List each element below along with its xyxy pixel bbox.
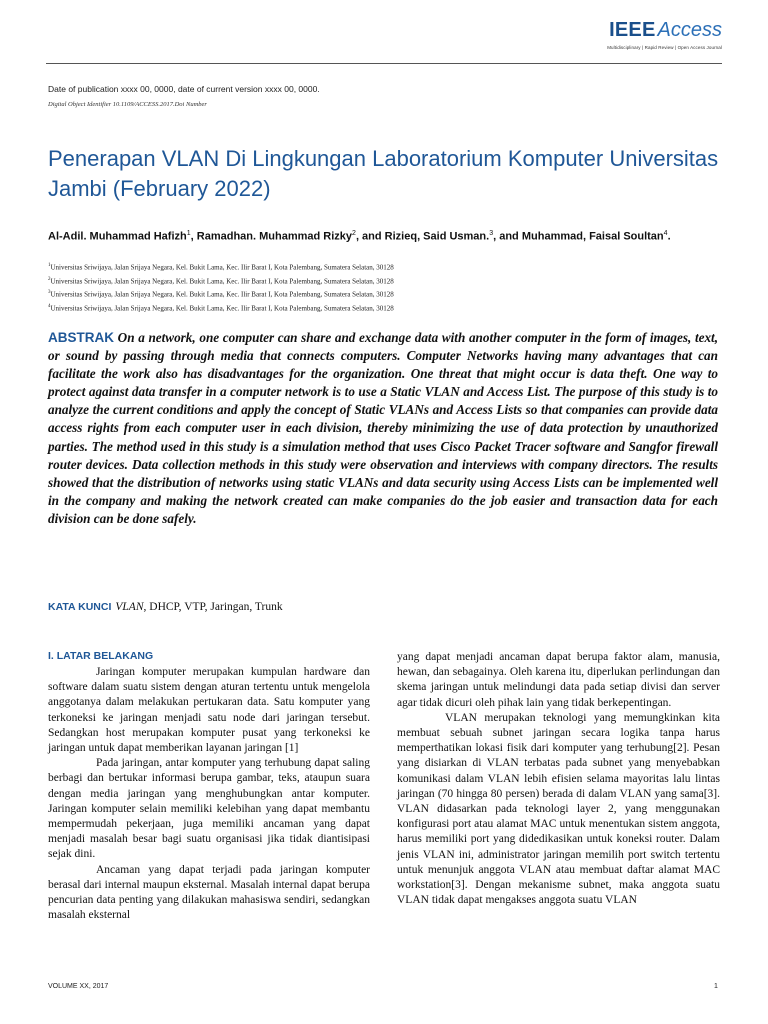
affiliation-mark: 2 xyxy=(48,276,51,282)
author-name: Rizieq, Said Usman. xyxy=(384,230,490,243)
footer-page-number: 1 xyxy=(714,983,718,990)
author-affil-mark: 3 xyxy=(489,230,494,237)
author-separator: , and xyxy=(493,230,522,243)
author-name: Al-Adil. Muhammad Hafizh xyxy=(48,230,187,243)
logo-product: Access xyxy=(657,19,722,41)
affiliation-text: Universitas Sriwijaya, Jalan Srijaya Negara, Kel. Bukit Lama, Kec. Ilir Barat I, Kota Palembang, Sumatera Selatan, 30128 xyxy=(50,263,394,272)
keywords-label: KATA KUNCI xyxy=(48,601,112,613)
logo-tagline: Multidisciplinary | Rapid Review | Open Access Journal xyxy=(607,45,722,50)
abstract-block xyxy=(48,329,718,528)
author-separator: , and xyxy=(355,230,385,243)
keywords-line xyxy=(48,601,283,613)
body-column-right xyxy=(397,650,720,908)
body-paragraph: VLAN merupakan teknologi yang memungkinkan kita membuat sebuah subnet jaringan secara logika tanpa harus memperthatikan lokasi fisik dari komputer yang terhubung[2]. Pesan yang disiarkan di VLAN terbatas pada subnet yang menyebabkan komunikasi dalam VLAN lebih efisien selama mayoritas lalu lintas jaringan (70 hingga 80 persen) berada di dalam VLAN yang sama[3]. VLAN didasarkan pada teknologi layer 2, yang menggunakan konfigurasi port atau alamat MAC untuk menentukan sistem anggota, harus memiliki port yang didedikasikan untuk koneksi router. Dalam jenis VLAN ini, administrator jaringan memilih port switch tertentu untuk menunjuk anggota VLAN atau membuat daftar alamat MAC workstation[3]. Dengan mekanisme subnet, maka anggota suatu VLAN tidak dapat mengakses anggota suatu VLAN xyxy=(397,711,720,907)
body-column-left xyxy=(48,665,370,923)
affiliation-line xyxy=(48,274,728,288)
logo-brand: IEEE xyxy=(609,19,656,41)
publication-info: Date of publication xxxx 00, 0000, date of current version xxxx 00, 0000. xyxy=(48,84,320,94)
keyword-first: VLAN xyxy=(115,601,144,613)
author-affil-mark: 2 xyxy=(352,230,356,237)
affiliation-text: Universitas Sriwijaya, Jalan Srijaya Negara, Kel. Bukit Lama, Kec. Ilir Barat I, Kota Palembang, Sumatera Selatan, 30128 xyxy=(50,276,394,285)
body-paragraph: Ancaman yang dapat terjadi pada jaringan komputer berasal dari internal maupun eksternal. Masalah internal dapat berupa pencurian data penting yang dilakukan mahasiswa sendiri, sedangkan masalah eksternal xyxy=(48,863,370,922)
doi-line: Digital Object Identifier 10.1109/ACCESS.2017.Doi Number xyxy=(48,101,207,108)
logo-wordmark xyxy=(594,19,722,41)
affiliation-mark: 1 xyxy=(48,263,51,268)
author-separator: , xyxy=(190,230,197,243)
journal-logo xyxy=(594,19,722,50)
affiliation-line xyxy=(48,260,728,274)
affiliation-line xyxy=(48,301,728,315)
author-name: Ramadhan. Muhammad Rizky xyxy=(196,230,353,243)
keywords-rest: , DHCP, VTP, Jaringan, Trunk xyxy=(143,601,283,613)
author-list xyxy=(48,226,728,245)
header-divider xyxy=(46,63,722,64)
abstract-text: On a network, one computer can share and exchange data with another computer in the form of images, text, or sound by passing through media that connects computers. Computer Networks having many advantages that can facilitate the work also has disadvantages for the organization. One threat that might occur is data theft. One way to protect against data transfer in a computer network is to use a Static VLAN and Access List. The purpose of this study is to analyze the current conditions and apply the concept of Static VLANs and Access Lists so that companies can provide data access rights from each computer user in each division, thereby minimizing the use of data protection by unauthorized parties. The method used in this study is a simulation method that uses Cisco Packet Tracer software and Sangfor firewall router devices. Data collection methods in this study were observation and interviews with company directors. The results showed that the distribution of networks using static VLANs and data security using Access Lists can be implemented well in the company and making the network created can make companies do the job easier and transaction data for each division can be done safely. xyxy=(48,330,719,526)
affiliation-list xyxy=(48,260,728,314)
affiliation-text: Universitas Sriwijaya, Jalan Srijaya Negara, Kel. Bukit Lama, Kec. Ilir Barat I, Kota Palembang, Sumatera Selatan, 30128 xyxy=(50,290,394,299)
body-paragraph: yang dapat menjadi ancaman dapat berupa faktor alam, manusia, hewan, dan sebagainya. Oleh karena itu, diperlukan perlindungan dan skema jaringan untuk melindungi data pada setiap divisi dan server agar tidak dicuri oleh pihak lain yang tidak berkepentingan. xyxy=(397,651,720,709)
body-paragraph: Jaringan komputer merupakan kumpulan hardware dan software dalam suatu sistem dengan aturan tertentu untuk mengelola anggotanya dalam melakukan pertukaran data. Satu komputer yang terkoneksi ke jaringan menjadi satu node dari jaringan tersebut. Sedangkan host merupakan komputer pusat yang terkoneksi ke jaringan untuk dapat memberikan layanan jaringan [1] xyxy=(48,666,370,755)
abstract-label: ABSTRAK xyxy=(48,330,114,345)
footer-volume: VOLUME XX, 2017 xyxy=(48,983,109,990)
affiliation-line xyxy=(48,287,728,301)
affiliation-text: Universitas Sriwijaya, Jalan Srijaya Negara, Kel. Bukit Lama, Kec. Ilir Barat I, Kota Palembang, Sumatera Selatan, 30128 xyxy=(50,303,394,312)
body-paragraph: Pada jaringan, antar komputer yang terhubung dapat saling berbagi dan bertukar informasi berupa gambar, teks, ataupun suara dengan media jaringan yang menghubungkan antar komputer. Jaringan komputer selain memiliki kelebihan yang dapat membantu mempermudah pekerjaan, juga memiliki ancaman yang dapat menjadi masalah besar bagi suatu organisasi jika tidak diantisipasi sejak dini. xyxy=(48,757,370,861)
section-heading: I. LATAR BELAKANG xyxy=(48,650,154,662)
paper-title: Penerapan VLAN Di Lingkungan Laboratorium Komputer Universitas Jambi (February 2022) xyxy=(48,146,719,201)
author-separator: . xyxy=(667,230,671,243)
affiliation-mark: 3 xyxy=(48,290,51,296)
author-affil-mark: 1 xyxy=(186,230,191,237)
affiliation-mark: 4 xyxy=(48,303,51,309)
author-affil-mark: 4 xyxy=(663,230,668,237)
author-name: Muhammad, Faisal Soultan xyxy=(521,230,664,243)
